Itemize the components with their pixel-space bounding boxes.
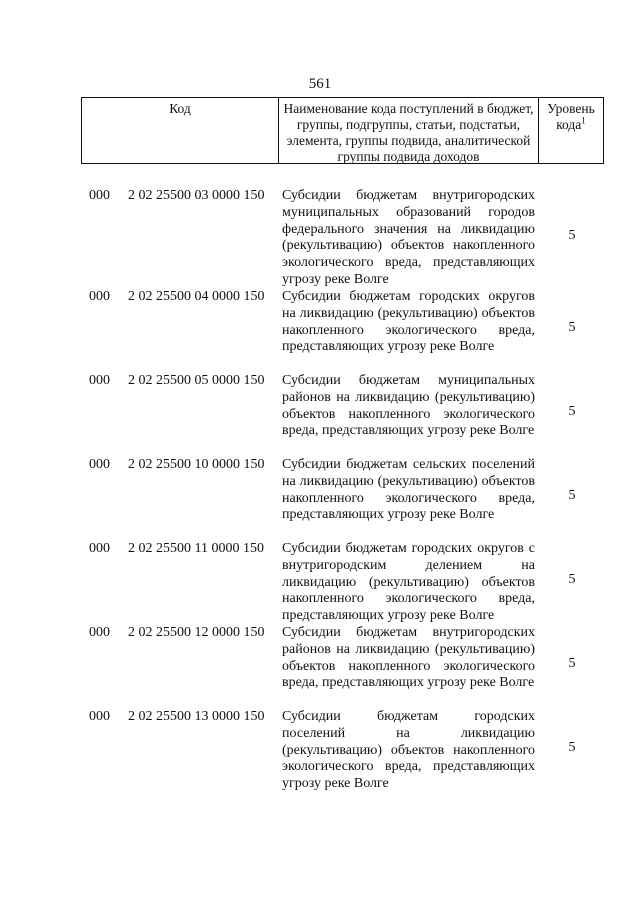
header-name: Наименование кода поступлений в бюджет, группы, подгруппы, статьи, подстатьи, элемента, группы подвида, аналитической группы подвида доходов: [279, 98, 539, 163]
row-name: Субсидии бюджетам сельских поселений на ликвидацию (рекультивацию) объектов накопленного экологического вреда, представляющих угрозу реке Волге: [282, 457, 535, 523]
row-code: 2 02 25500 12 0000 150: [128, 625, 265, 640]
row-group: 000: [89, 373, 110, 388]
row-group: 000: [89, 709, 110, 724]
header-level-footnote: 1: [581, 115, 586, 126]
row-group: 000: [89, 457, 110, 472]
page-number: 561: [308, 76, 332, 92]
row-level: 5: [568, 656, 576, 671]
row-code: 2 02 25500 11 0000 150: [128, 541, 264, 556]
row-group: 000: [89, 188, 110, 203]
row-code: 2 02 25500 05 0000 150: [128, 373, 265, 388]
header-code: Код: [82, 98, 279, 163]
row-name: Субсидии бюджетам городских поселений на ликвидацию (рекультивацию) объектов накопленного экологического вреда, представляющих угрозу реке Волге: [282, 709, 535, 792]
row-level: 5: [568, 320, 576, 335]
row-name: Субсидии бюджетам городских округов с внутригородским делением на ликвидацию (рекультивацию) объектов накопленного экологического вреда, представляющих угрозу реке Волге: [282, 541, 535, 624]
row-level: 5: [568, 572, 576, 587]
row-code: 2 02 25500 10 0000 150: [128, 457, 265, 472]
row-level: 5: [568, 740, 576, 755]
header-level-label: Уровень кода: [547, 101, 595, 132]
table-header: [81, 97, 604, 164]
row-code: 2 02 25500 03 0000 150: [128, 188, 265, 203]
row-group: 000: [89, 625, 110, 640]
row-code: 2 02 25500 04 0000 150: [128, 289, 265, 304]
row-level: 5: [568, 488, 576, 503]
row-name: Субсидии бюджетам муниципальных районов на ликвидацию (рекультивацию) объектов накопленного экологического вреда, представляющих угрозу реке Волге: [282, 373, 535, 439]
row-group: 000: [89, 289, 110, 304]
row-code: 2 02 25500 13 0000 150: [128, 709, 265, 724]
row-name: Субсидии бюджетам внутригородских муниципальных образований городов федерального значения на ликвидацию (рекультивацию) объектов накопленного экологического вреда, представляющих угрозу реке Волге: [282, 188, 535, 287]
header-level: [539, 98, 603, 163]
row-name: Субсидии бюджетам городских округов на ликвидацию (рекультивацию) объектов накопленного экологического вреда, представляющих угрозу реке Волге: [282, 289, 535, 355]
row-name: Субсидии бюджетам внутригородских районов на ликвидацию (рекультивацию) объектов накопленного экологического вреда, представляющих угрозу реке Волге: [282, 625, 535, 691]
row-level: 5: [568, 404, 576, 419]
row-level: 5: [568, 228, 576, 243]
row-group: 000: [89, 541, 110, 556]
